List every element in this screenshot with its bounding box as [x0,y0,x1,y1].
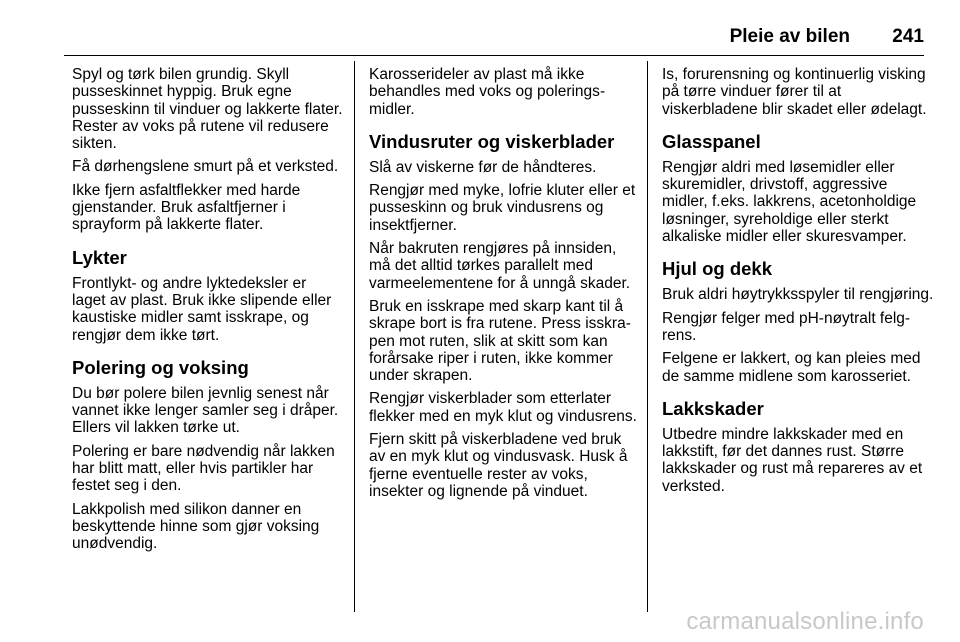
paragraph: Få dørhengslene smurt på et verksted. [72,158,339,176]
paragraph: Lakkpolish med silikon danner en beskyttende hinne som gjør voksing unødvendig. [72,500,320,553]
paragraph: Ikke fjern asfaltflekker med harde gjenstander. Bruk asfaltfjerner i sprayform på lakkerte flater. [72,181,301,234]
section-heading: Lakkskader [662,397,764,419]
paragraph: Slå av viskerne før de håndteres. [369,158,597,176]
paragraph: Rengjør felger med pH-nøytralt felgrens. [662,309,911,344]
page-number: 241 [892,26,924,47]
column-divider [647,61,648,612]
paragraph: Bruk en isskrape med skarp kant til å skrape bort is fra rutene. Press isskrapen mot ruten, slik at skitt som kan forårsake riper i ruten, ikke kommer under skrapen. [369,297,631,385]
page-header [0,0,960,56]
paragraph: Fjern skitt på viskerbladene ved bruk av en myk klut og vindusvask. Husk å fjerne eventuelle rester av voks, insekter og lignende på vinduet. [369,431,628,500]
section-heading: Lykter [72,246,127,268]
paragraph: Utbedre mindre lakkskader med en lakkstift, før det dannes rust. Større lakkskader og rust må repareres av et verksted. [662,425,923,495]
watermark: carmanualsonline.info [686,608,924,635]
column-divider [354,61,355,612]
section-heading: Hjul og dekk [662,258,772,280]
text-column-2 [369,66,641,506]
text-column-1 [72,66,344,559]
paragraph: Is, forurensning og kontinuerlig visking på tørre vinduer fører til at viskerbladene blir skadet eller ødelagt. [662,66,927,118]
paragraph: Rengjør med myke, lofrie kluter eller et pusseskinn og bruk vindusrens og insektfjerner. [369,182,636,234]
text-column-3 [662,66,934,501]
header-rule [64,55,924,56]
page-title: Pleie av bilen [729,26,850,47]
paragraph: Felgene er lakkert, og kan pleies med de samme midlene som karosseriet. [662,350,921,385]
paragraph: Rengjør aldri med løsemidler eller skuremidler, drivstoff, aggressive midler, f.eks. lakkrens, acetonholdige løsninger, syreholdige eller sterkt alkaliske midler eller skuresvamper. [662,158,917,246]
paragraph: Rengjør viskerblader som etterlater flekker med en myk klut og vindusrens. [369,390,637,425]
paragraph: Når bakruten rengjøres på innsiden, må det alltid tørkes parallelt med varmeelementene for å unngå skader. [369,240,631,292]
section-heading: Glasspanel [662,130,761,152]
paragraph: Frontlykt- og andre lyktedeksler er laget av plast. Bruk ikke slipende eller kaustiske midler samt isskrape, og rengjør dem ikke tørt. [72,274,332,344]
section-heading: Polering og voksing [72,356,249,378]
paragraph: Du bør polere bilen jevnlig senest når vannet ikke lenger samler seg i dråper. Ellers vil lakken tørke ut. [72,384,339,437]
paragraph: Polering er bare nødvendig når lakken har blitt matt, eller hvis partikler har festet seg i den. [72,442,335,495]
paragraph: Karosserideler av plast må ikke behandles med voks og poleringsmidler. [369,66,606,118]
paragraph: Spyl og tørk bilen grundig. Skyll pusseskinnet hyppig. Bruk egne pusseskinn til vinduer og lakkerte flater. Rester av voks på rutene vil redusere sikten. [72,66,343,153]
paragraph: Bruk aldri høytrykksspyler til rengjøring. [662,286,934,304]
section-heading: Vindusruter og viskerblader [369,130,615,152]
